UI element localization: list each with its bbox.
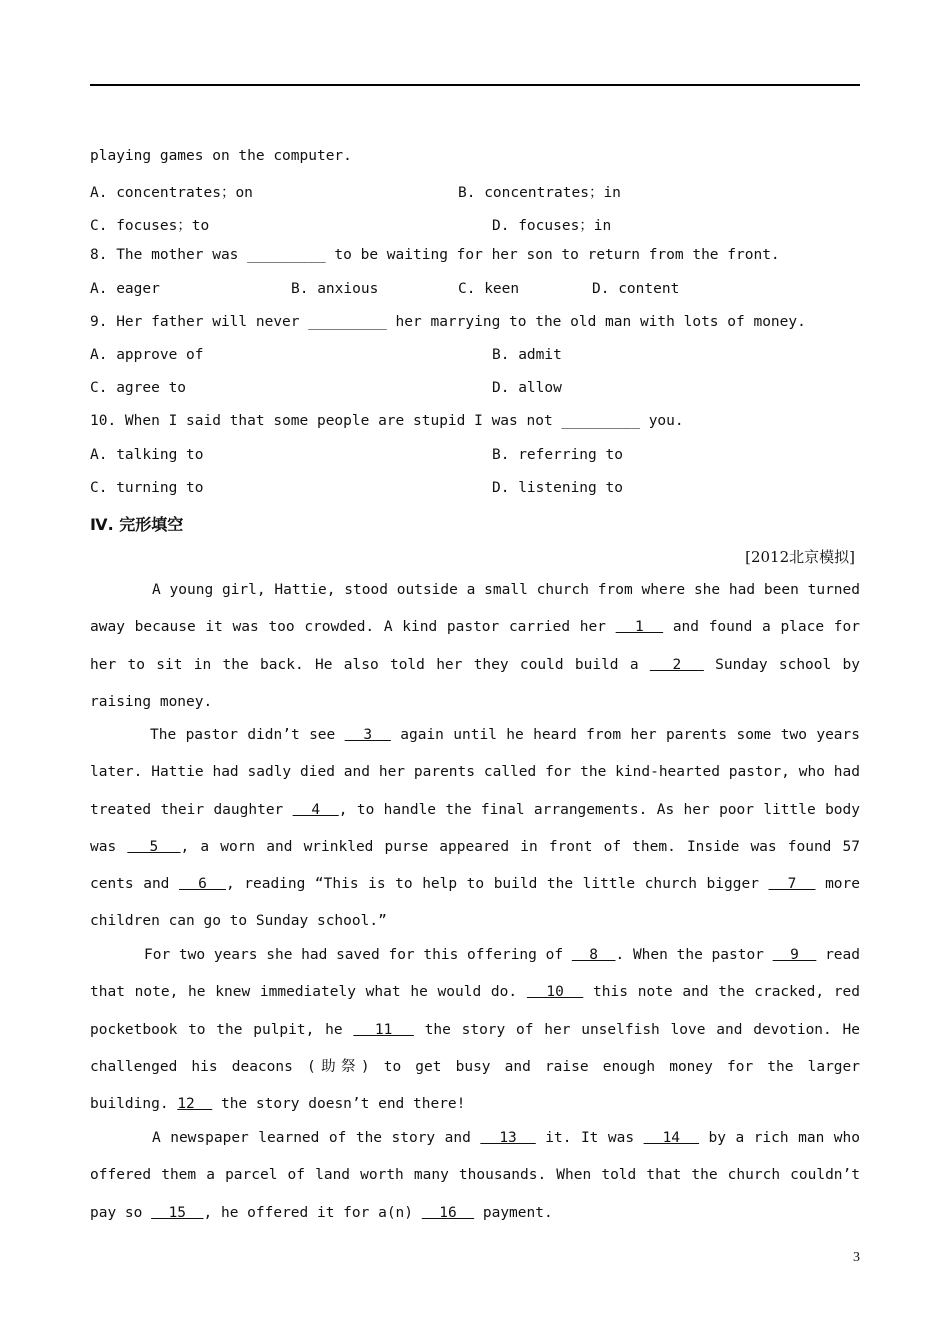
q9-option-a: A. approve of [90, 347, 204, 363]
q8-option-b: B. anxious [291, 281, 379, 297]
passage-text: The pastor didn’t see [150, 727, 345, 743]
blank-8: 8 [571, 947, 616, 963]
q8-option-a: A. eager [90, 281, 160, 297]
blank-13: 13 [480, 1130, 536, 1146]
passage-text: again until he heard from her parents some two years later. Hattie had sadly died and her parents called for the kind-hearted pastor, who had treated their daughter [90, 727, 860, 818]
blank-5: 5 [127, 838, 181, 855]
q10-option-b: B. referring to [492, 447, 623, 463]
passage-text: it. It was [535, 1130, 644, 1146]
q8-option-c: C. keen [458, 281, 520, 297]
q7-option-b: B. concentrates；in [458, 185, 621, 201]
blank-14: 14 [643, 1130, 700, 1146]
q7-option-a: A. concentrates；on [90, 185, 253, 201]
section-title: Ⅳ. 完形填空 [90, 515, 184, 534]
blank-10: 10 [526, 984, 584, 1001]
passage-text: . When the pastor [615, 947, 773, 963]
blank-15: 15 [151, 1204, 204, 1221]
passage-text: by a rich man who offered them a parcel of land worth many thousands. When told that the church couldn’t pay so [90, 1130, 860, 1221]
blank-6: 6 [178, 876, 226, 893]
cloze-paragraph-4 [90, 1120, 860, 1232]
q9-option-d: D. allow [492, 380, 562, 396]
q10-option-c: C. turning to [90, 480, 204, 496]
passage-text: A newspaper learned of the story and [152, 1130, 481, 1146]
passage-text: Sunday school by raising money. [90, 656, 860, 710]
q8-option-d: D. content [592, 281, 680, 297]
blank-11: 11 [353, 1021, 414, 1038]
question-8-stem: 8. The mother was _________ to be waiting for her son to return from the front. [90, 247, 780, 263]
passage-text: For two years she had saved for this offering of [144, 947, 572, 963]
cloze-paragraph-2 [90, 717, 860, 941]
passage-text: this note and the cracked, red pocketbook to the pulpit, he [90, 984, 861, 1038]
question-10-stem: 10. When I said that some people are stupid I was not _________ you. [90, 413, 684, 429]
header-rule [90, 84, 860, 86]
source-tag: [2012北京模拟] [745, 548, 855, 566]
blank-2: 2 [649, 656, 704, 673]
q9-option-b: B. admit [492, 347, 562, 363]
blank-7: 7 [768, 876, 816, 893]
page-number: 3 [853, 1250, 860, 1265]
blank-4: 4 [292, 801, 339, 818]
q7-option-d: D. focuses；in [492, 218, 612, 234]
passage-text: , reading “This is to help to build the little church bigger [225, 876, 769, 893]
passage-text: the story of her unselfish love and devotion. He challenged his deacons (助祭) to get busy and raise enough money for the larger building. [90, 1021, 860, 1113]
blank-16: 16 [421, 1204, 475, 1221]
passage-text: and found a place for her to sit in the back. He also told her they could build a [90, 619, 860, 673]
passage-text: payment. [474, 1204, 553, 1221]
passage-text: A young girl, Hattie, stood outside a small church from where she had been turned away because it was too crowded. A kind pastor carried her [90, 582, 860, 636]
passage-text: , a worn and wrinkled purse appeared in front of them. Inside was found 57 cents and [90, 838, 860, 893]
passage-text: read that note, he knew immediately what he would do. [90, 947, 860, 1001]
q7-option-c: C. focuses；to [90, 218, 210, 234]
q10-option-a: A. talking to [90, 447, 204, 463]
passage-text: more children can go to Sunday school.” [90, 876, 860, 930]
cloze-paragraph-3 [90, 937, 860, 1123]
q10-option-d: D. listening to [492, 480, 623, 496]
cloze-paragraph-1 [90, 572, 860, 721]
question-9-stem: 9. Her father will never _________ her marrying to the old man with lots of money. [90, 314, 806, 330]
passage-text: , he offered it for a(n) [203, 1204, 422, 1221]
question-7-stem-tail: playing games on the computer. [90, 148, 352, 164]
passage-text: the story doesn’t end there! [212, 1096, 466, 1113]
blank-9: 9 [772, 947, 817, 963]
blank-3: 3 [344, 727, 391, 743]
passage-text: , to handle the final arrangements. As her poor little body was [90, 801, 860, 855]
q9-option-c: C. agree to [90, 380, 187, 396]
blank-12: 12 [177, 1096, 213, 1113]
blank-1: 1 [615, 619, 664, 636]
